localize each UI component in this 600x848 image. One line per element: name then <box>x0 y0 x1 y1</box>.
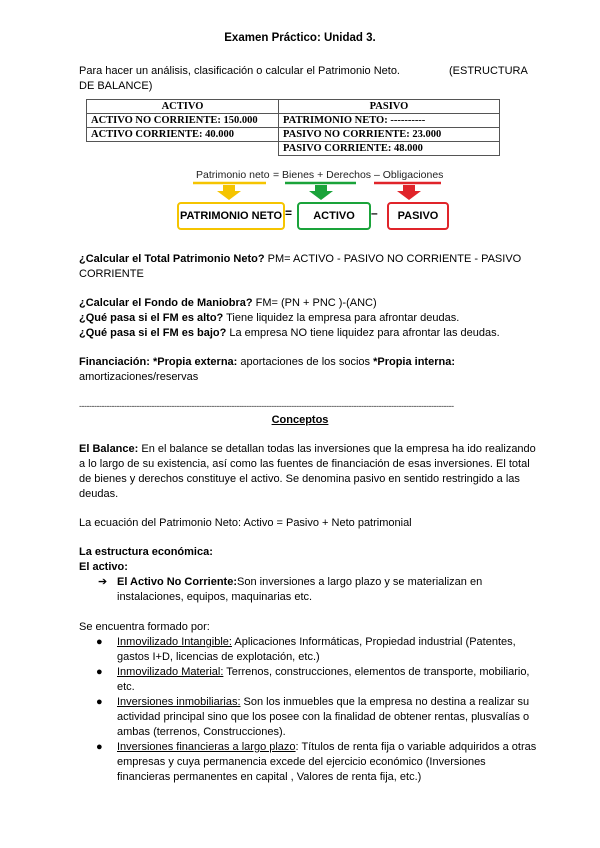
propia-interna-label: *Propia interna: <box>373 356 455 368</box>
question-answer: PM= ACTIVO - PASIVO NO CORRIENTE - PASIVO <box>264 253 522 265</box>
list-item <box>79 635 541 665</box>
formado-line: Se encuentra formado por: <box>79 621 210 633</box>
green-arrow-icon <box>309 185 333 200</box>
intro-line1-right: (ESTRUCTURA <box>449 65 528 77</box>
anc-text-line2: instalaciones, equipos, maquinarias etc. <box>117 591 313 603</box>
question-answer: FM= (PN + PNC )-(ANC) <box>252 297 377 309</box>
balance-definition <box>79 442 544 502</box>
table-cell: PASIVO CORRIENTE: 48.000 <box>279 142 500 156</box>
question-answer: Tiene liquidez la empresa para afrontar deudas. <box>223 312 460 324</box>
list-item-text: Son los inmuebles que la empresa no destina a realizar su actividad principal sino que los posee con la finalidad de obtener rentas, plusvalías o ambas (terrenos, Construcciones). <box>117 696 530 738</box>
propia-externa-label: *Propia externa: <box>149 356 238 368</box>
red-arrow-icon <box>397 185 421 200</box>
list-item <box>79 695 541 740</box>
question-answer-line2: CORRIENTE <box>79 268 144 280</box>
table-cell: ACTIVO CORRIENTE: 40.000 <box>87 128 279 142</box>
intro-line1: Para hacer un análisis, clasificación o calcular el Patrimonio Neto. <box>79 65 400 77</box>
bullet-icon: ● <box>96 636 103 648</box>
table-cell: ACTIVO NO CORRIENTE: 150.000 <box>87 114 279 128</box>
table-cell: PASIVO NO CORRIENTE: 23.000 <box>279 128 500 142</box>
list-item <box>79 665 541 695</box>
header-pasivo: PASIVO <box>279 100 500 114</box>
activo-box: ACTIVO <box>297 202 371 230</box>
question-patrimonio <box>79 252 534 282</box>
table-cell: PATRIMONIO NETO: ---------- <box>279 114 500 128</box>
arrow-right-icon: ➔ <box>98 576 108 588</box>
question-label: ¿Qué pasa si el FM es bajo? <box>79 327 227 339</box>
formula-minus: – <box>371 206 378 220</box>
separator-line: ------------------------------------------------------------------------------------------------------------------------------------------------------ <box>79 401 454 411</box>
estructura-heading: La estructura económica: <box>79 546 213 558</box>
balance-label: El Balance: <box>79 443 139 455</box>
list-item-term: Inversiones inmobiliarias: <box>117 696 241 708</box>
bullet-icon: ● <box>96 741 103 753</box>
list-item <box>79 740 541 785</box>
list-item-term: Inversiones financieras a largo plazo <box>117 741 296 753</box>
list-item-text: Aplicaciones Informáticas, Propiedad industrial (Patentes, gastos I+D, licencias de explotación, etc.) <box>117 636 516 663</box>
financiacion-paragraph <box>79 355 534 385</box>
question-label: ¿Qué pasa si el FM es alto? <box>79 312 224 324</box>
intro-line2: DE BALANCE) <box>79 80 153 92</box>
activo-no-corriente-item <box>98 575 538 605</box>
questions-fm <box>79 296 534 341</box>
question-label: ¿Calcular el Fondo de Maniobra? <box>79 297 253 309</box>
bullet-icon: ● <box>96 696 103 708</box>
formula-top-left: Patrimonio neto <box>196 169 270 181</box>
propia-interna-text: amortizaciones/reservas <box>79 371 199 383</box>
activo-heading: El activo: <box>79 561 128 573</box>
anc-text: Son inversiones a largo plazo y se materializan en <box>237 576 483 588</box>
pasivo-box: PASIVO <box>387 202 449 230</box>
anc-label: El Activo No Corriente: <box>117 576 237 588</box>
yellow-arrow-icon <box>217 185 241 200</box>
list-item-text: Terrenos, construcciones, elementos de transporte, mobiliario, etc. <box>117 666 530 693</box>
propia-externa-text: aportaciones de los socios <box>237 356 374 368</box>
patrimonio-neto-box: PATRIMONIO NETO <box>177 202 285 230</box>
question-label: ¿Calcular el Total Patrimonio Neto? <box>79 253 265 265</box>
formula-equals: = <box>285 206 293 220</box>
header-activo: ACTIVO <box>87 100 279 114</box>
list-item-term: Inmovilizado Material: <box>117 666 224 678</box>
components-list <box>79 635 541 785</box>
conceptos-heading: Conceptos <box>271 414 329 426</box>
list-item-text: : Títulos de renta fija o variable adquiridos a otras empresas y cuya permanencia excede del ejercicio económico (Inversiones financieras permanentes en capital , Valores de renta fija, etc.) <box>117 741 537 783</box>
bullet-icon: ● <box>96 666 103 678</box>
ecuacion-line: La ecuación del Patrimonio Neto: Activo = Pasivo + Neto patrimonial <box>79 517 412 529</box>
financiacion-label: Financiación: <box>79 356 150 368</box>
formula-top-eq: = Bienes + Derechos – Obligaciones <box>273 169 444 181</box>
page-title: Examen Práctico: Unidad 3. <box>224 32 376 44</box>
balance-text: En el balance se detallan todas las inversiones que la empresa ha ido realizando a lo largo de su existencia, así como las fuentes de financiación de esas inversiones. El total de bienes y derechos constituye el activo. Se denomina pasivo en sentido restringido a las deudas. <box>79 443 536 500</box>
question-answer: La empresa NO tiene liquidez para afrontar las deudas. <box>226 327 500 339</box>
list-item-term: Inmovilizado Intangible: <box>117 636 232 648</box>
